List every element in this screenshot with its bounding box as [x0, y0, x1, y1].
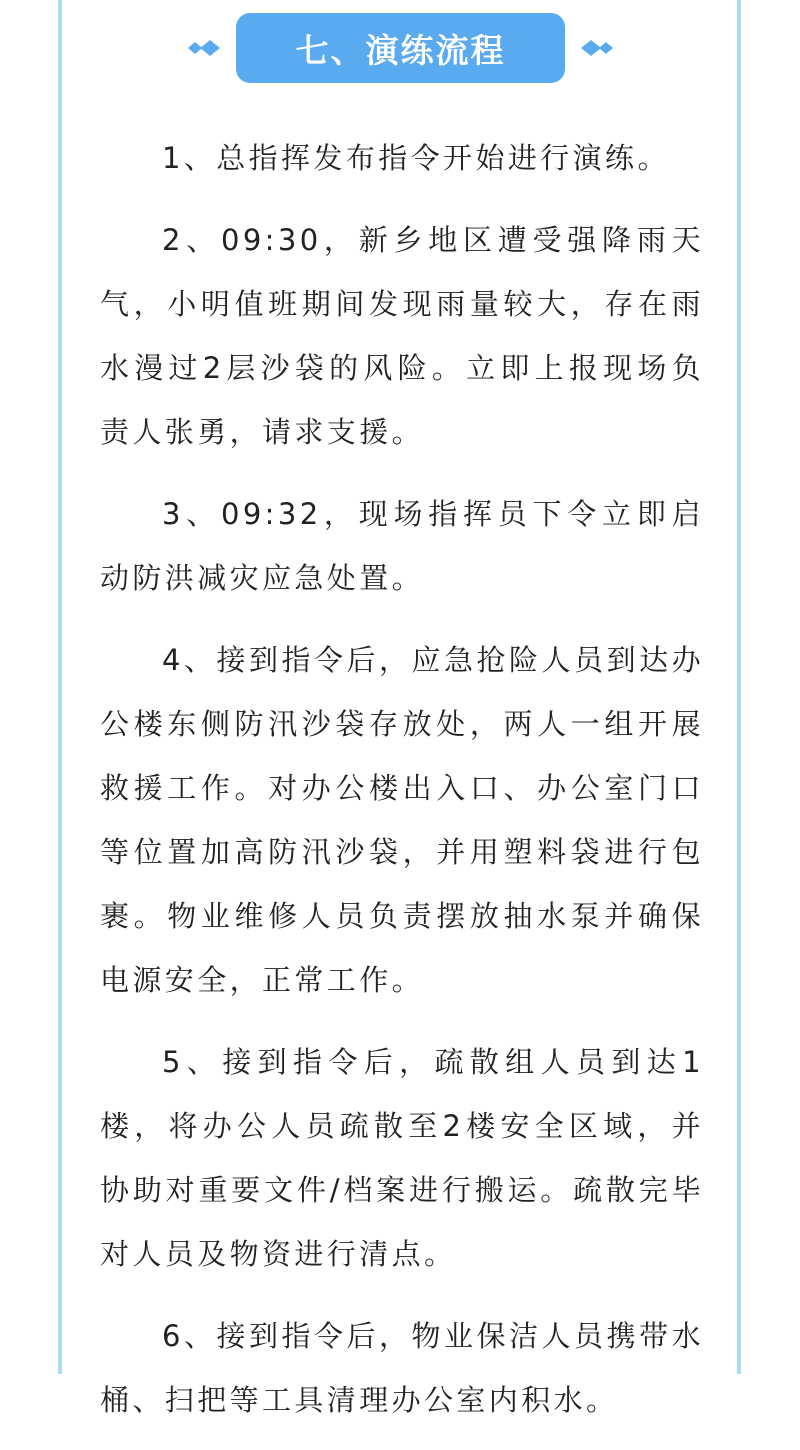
- diamond-pair-icon: [186, 38, 226, 58]
- step-paragraph: 4、接到指令后，应急抢险人员到达办公楼东侧防汛沙袋存放处，两人一组开展救援工作。对办公楼出入口、办公室门口等位置加高防汛沙袋，并用塑料袋进行包裹。物业维修人员负责摆放抽水泵并确保电源安全，正常工作。: [100, 643, 704, 997]
- diamond-pair-icon: [575, 38, 615, 58]
- step-paragraph: 6、接到指令后，物业保洁人员携带水桶、扫把等工具清理办公室内积水。: [100, 1319, 704, 1417]
- step-paragraph: 3、09:32，现场指挥员下令立即启动防洪减灾应急处置。: [100, 497, 704, 595]
- section-title: 七、演练流程: [236, 13, 565, 83]
- step-paragraph: 5、接到指令后，疏散组人员到达1楼，将办公人员疏散至2楼安全区域，并协助对重要文件/档案进行搬运。疏散完毕对人员及物资进行清点。: [100, 1045, 704, 1271]
- right-border-line: [737, 0, 741, 1374]
- step-paragraph: 2、09:30，新乡地区遭受强降雨天气，小明值班期间发现雨量较大，存在雨水漫过2层沙袋的风险。立即上报现场负责人张勇，请求支援。: [100, 223, 704, 449]
- left-border-line: [58, 0, 62, 1374]
- step-list: [100, 126, 704, 1450]
- step-paragraph: 1、总指挥发布指令开始进行演练。: [162, 141, 670, 175]
